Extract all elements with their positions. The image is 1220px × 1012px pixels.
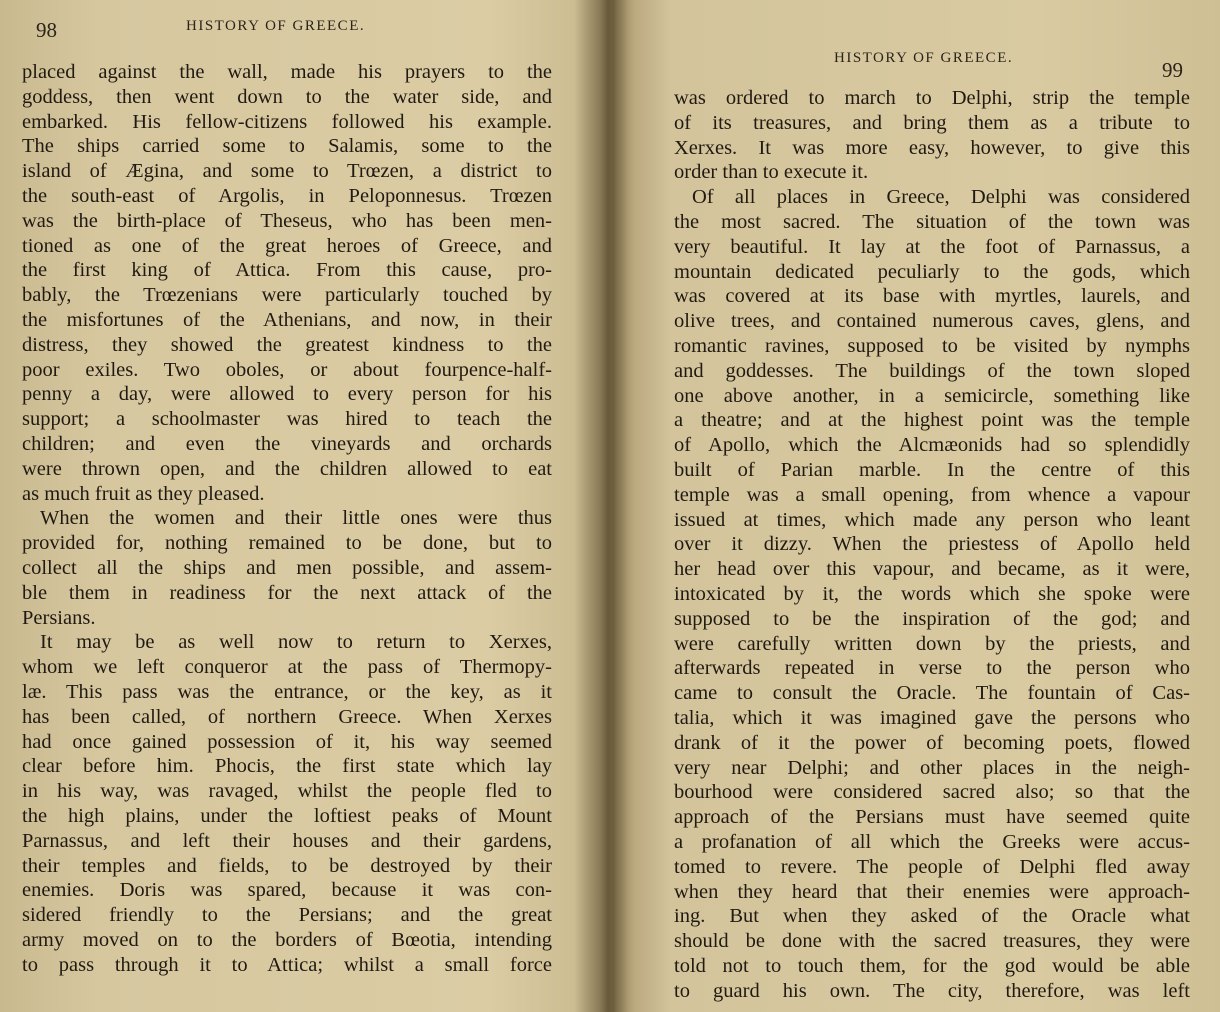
text-line: Persians. — [22, 606, 96, 629]
text-line: their temples and fields, to be destroyed by their — [22, 854, 552, 877]
text-line: over it dizzy. When the priestess of Apollo held — [674, 533, 1190, 556]
left-page-body — [22, 60, 552, 977]
text-line: drank of it the power of becoming poets, flowed — [674, 731, 1190, 754]
text-line: Xerxes. It was more easy, however, to give this — [674, 136, 1190, 159]
text-line: placed against the wall, made his prayers to the — [22, 61, 552, 83]
left-page — [0, 0, 600, 1012]
text-line: talia, which it was imagined gave the persons who — [674, 706, 1190, 729]
text-line: in his way, was ravaged, whilst the people fled to — [22, 780, 552, 803]
text-line: whom we left conqueror at the pass of Thermopy- — [22, 656, 552, 679]
text-line: were carefully written down by the priests, and — [674, 632, 1190, 655]
text-line: a theatre; and at the highest point was the temple — [674, 409, 1190, 432]
text-line: to guard his own. The city, therefore, was left — [674, 979, 1190, 1002]
text-line: goddess, then went down to the water side, and — [22, 85, 552, 108]
text-line: When the women and their little ones were thus — [40, 507, 552, 530]
text-line: embarked. His fellow-citizens followed his example. — [22, 110, 552, 133]
text-line: very beautiful. It lay at the foot of Parnassus, a — [674, 235, 1190, 258]
text-line: læ. This pass was the entrance, or the key, as it — [22, 680, 552, 703]
text-line: tioned as one of the great heroes of Greece, and — [22, 234, 552, 257]
left-page-number: 98 — [36, 18, 57, 42]
text-line: order than to execute it. — [674, 161, 869, 184]
text-line: issued at times, which made any person who leant — [674, 508, 1190, 531]
text-line: It may be as well now to return to Xerxes, — [40, 631, 552, 654]
text-line: supposed to be the inspiration of the god; and — [674, 607, 1190, 630]
text-line: romantic ravines, supposed to be visited by nymphs — [674, 334, 1190, 357]
text-line: a profanation of all which the Greeks were accus- — [674, 830, 1190, 853]
text-line: the south-east of Argolis, in Peloponnesus. Trœzen — [22, 184, 552, 207]
text-line: the most sacred. The situation of the town was — [674, 210, 1190, 233]
text-line: her head over this vapour, and became, as it were, — [674, 558, 1190, 581]
text-line: of Apollo, which the Alcmæonids had so splendidly — [674, 434, 1190, 457]
text-line: very near Delphi; and other places in the neigh- — [674, 756, 1190, 779]
text-line: army moved on to the borders of Bœotia, intending — [22, 928, 552, 951]
text-line: The ships carried some to Salamis, some to the — [22, 135, 552, 158]
text-line: ing. But when they asked of the Oracle what — [674, 905, 1190, 928]
text-line: bably, the Trœzenians were particularly touched by — [22, 284, 552, 307]
text-line: bourhood were considered sacred also; so that the — [674, 781, 1190, 804]
text-line: came to consult the Oracle. The fountain of Cas- — [674, 682, 1190, 705]
text-line: enemies. Doris was spared, because it was con- — [22, 879, 552, 902]
right-page-number: 99 — [1162, 58, 1183, 82]
right-running-head: HISTORY OF GREECE. — [834, 50, 1014, 66]
text-line: distress, they showed the greatest kindness to the — [22, 333, 552, 356]
text-line: support; a schoolmaster was hired to teach the — [22, 408, 552, 431]
text-line: intoxicated by it, the words which she spoke were — [674, 582, 1190, 605]
text-line: the first king of Attica. From this cause, pro- — [22, 259, 552, 282]
text-line: poor exiles. Two oboles, or about fourpence-half- — [22, 358, 552, 381]
text-line: the misfortunes of the Athenians, and now, in their — [22, 308, 552, 331]
text-line: temple was a small opening, from whence a vapour — [674, 483, 1190, 506]
right-page-body — [674, 86, 1190, 1003]
text-line: were thrown open, and the children allowed to eat — [22, 457, 552, 480]
text-line: ble them in readiness for the next attack of the — [22, 581, 552, 604]
text-line: when they heard that their enemies were approach- — [674, 880, 1190, 903]
right-page — [612, 0, 1220, 1012]
text-line: and goddesses. The buildings of the town sloped — [674, 359, 1190, 382]
text-line: sidered friendly to the Persians; and the great — [22, 904, 552, 927]
text-line: of its treasures, and bring them as a tribute to — [674, 111, 1190, 134]
text-line: provided for, nothing remained to be done, but to — [22, 532, 552, 555]
text-line: the high plains, under the loftiest peaks of Mount — [22, 804, 552, 827]
text-line: should be done with the sacred treasures, they were — [674, 930, 1190, 953]
text-line: approach of the Persians must have seemed quite — [674, 806, 1190, 829]
text-line: was the birth-place of Theseus, who has been men- — [22, 209, 552, 232]
text-line: one above another, in a semicircle, something like — [674, 384, 1190, 407]
text-line: Of all places in Greece, Delphi was considered — [692, 186, 1190, 209]
text-line: was covered at its base with myrtles, laurels, and — [674, 285, 1190, 308]
text-line: tomed to revere. The people of Delphi fled away — [674, 855, 1190, 878]
text-line: olive trees, and contained numerous caves, glens, and — [674, 310, 1190, 333]
text-line: island of Ægina, and some to Trœzen, a district to — [22, 160, 552, 183]
text-line: clear before him. Phocis, the first state which lay — [22, 755, 552, 778]
text-line: built of Parian marble. In the centre of this — [674, 458, 1190, 481]
text-line: told not to touch them, for the god would be able — [674, 954, 1190, 977]
text-line: children; and even the vineyards and orchards — [22, 432, 552, 455]
text-line: as much fruit as they pleased. — [22, 482, 265, 505]
text-line: to pass through it to Attica; whilst a small force — [22, 953, 552, 976]
text-line: had once gained possession of it, his way seemed — [22, 730, 552, 753]
text-line: collect all the ships and men possible, and assem- — [22, 556, 552, 579]
text-line: was ordered to march to Delphi, strip the temple — [674, 87, 1190, 109]
text-line: has been called, of northern Greece. When Xerxes — [22, 705, 552, 728]
left-running-head: HISTORY OF GREECE. — [186, 18, 366, 34]
text-line: penny a day, were allowed to every person for his — [22, 383, 552, 406]
text-line: Parnassus, and left their houses and their gardens, — [22, 829, 552, 852]
text-line: afterwards repeated in verse to the person who — [674, 657, 1190, 680]
text-line: mountain dedicated peculiarly to the gods, which — [674, 260, 1190, 283]
